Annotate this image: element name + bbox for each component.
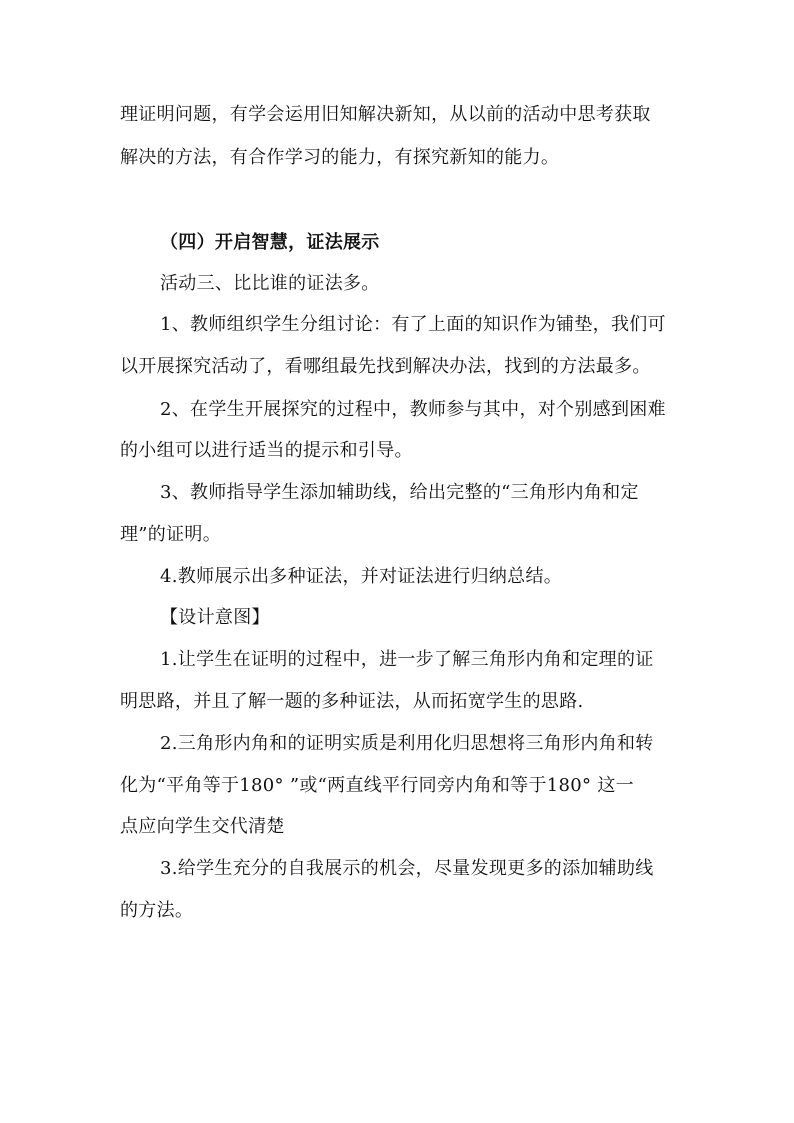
design-intent-heading: 【设计意图】 xyxy=(160,607,270,628)
paragraph-line: 化为“平角等于180° ”或“两直线平行同旁内角和等于180° 这一 xyxy=(120,775,634,796)
paragraph-line: 的方法。 xyxy=(120,900,194,921)
paragraph-line: 1、教师组织学生分组讨论：有了上面的知识作为铺垫，我们可 xyxy=(160,314,666,335)
paragraph-line: 2.三角形内角和的证明实质是利用化归思想将三角形内角和转 xyxy=(160,733,654,754)
paragraph-line: 点应向学生交代清楚 xyxy=(120,816,285,837)
paragraph-line: 解决的方法，有合作学习的能力，有探究新知的能力。 xyxy=(120,147,560,168)
paragraph-line: 2、在学生开展探究的过程中，教师参与其中，对个别感到困难 xyxy=(160,399,666,420)
paragraph-line: 以开展探究活动了，看哪组最先找到解决办法，找到的方法最多。 xyxy=(120,356,651,377)
paragraph-line: 1.让学生在证明的过程中，进一步了解三角形内角和定理的证 xyxy=(160,649,654,670)
paragraph-line: 的小组可以进行适当的提示和引导。 xyxy=(120,440,413,461)
paragraph-line: 理”的证明。 xyxy=(120,524,222,545)
paragraph-line: 理证明问题，有学会运用旧知解决新知，从以前的活动中思考获取 xyxy=(120,104,651,125)
section-heading: （四）开启智慧，证法展示 xyxy=(160,232,380,253)
paragraph-line: 3.给学生充分的自我展示的机会，尽量发现更多的添加辅助线 xyxy=(160,858,654,879)
paragraph-line: 明思路，并且了解一题的多种证法，从而拓宽学生的思路. xyxy=(120,691,584,712)
activity-title: 活动三、比比谁的证法多。 xyxy=(160,273,380,294)
paragraph-line: 3、教师指导学生添加辅助线，给出完整的“三角形内角和定 xyxy=(160,482,639,503)
paragraph-line: 4.教师展示出多种证法，并对证法进行归纳总结。 xyxy=(160,566,563,587)
